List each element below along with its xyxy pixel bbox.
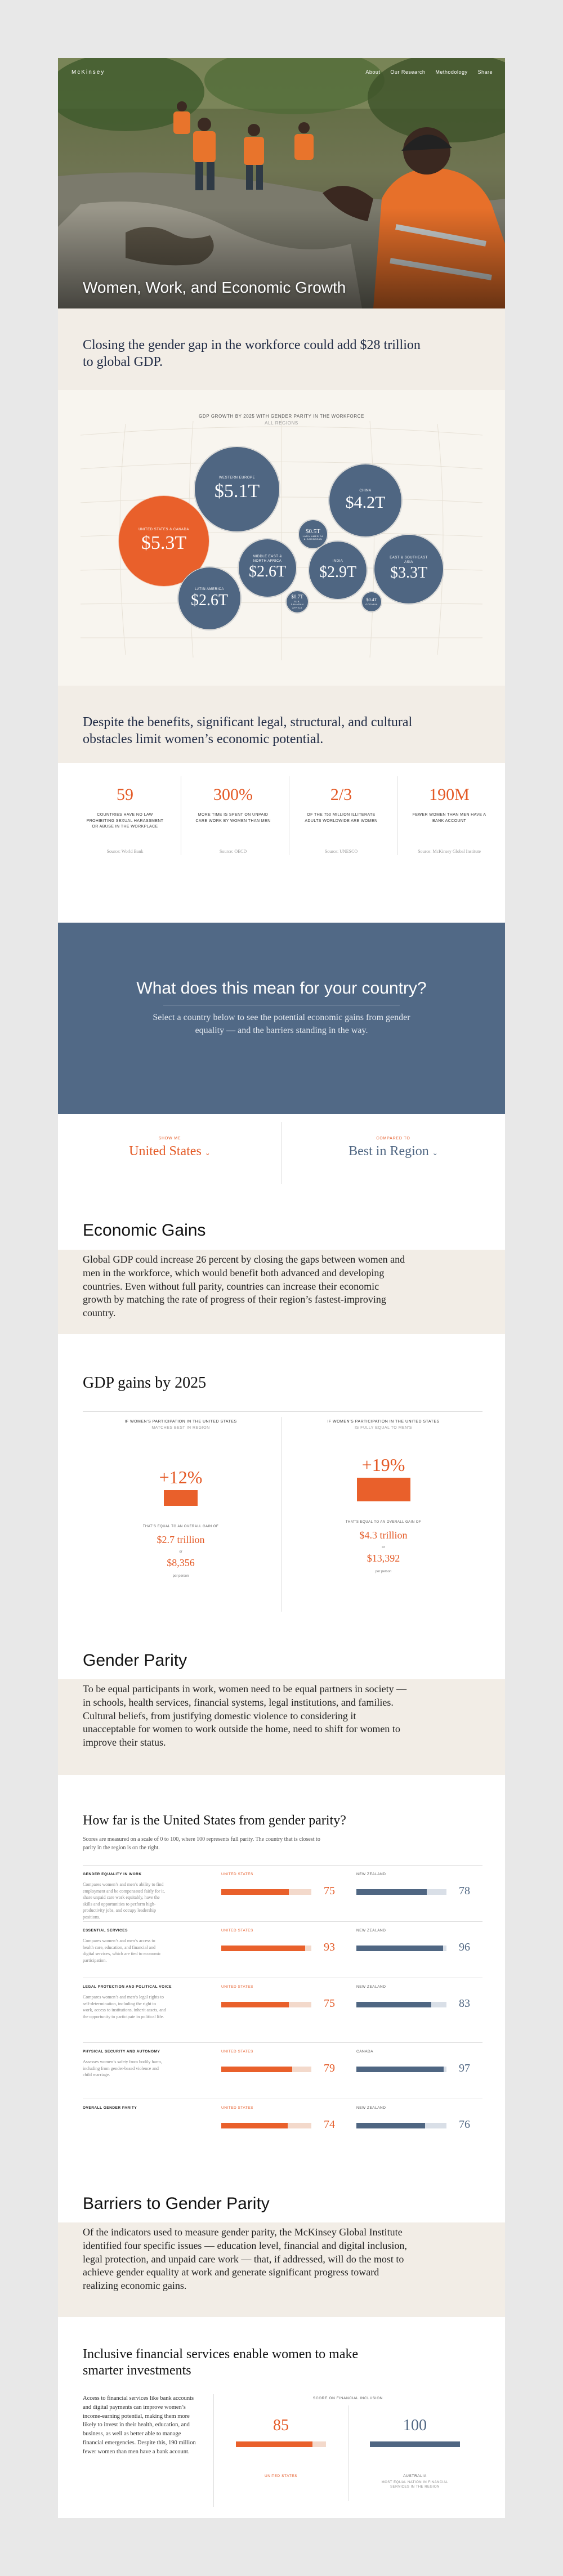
hero-title: Women, Work, and Economic Growth (83, 279, 346, 296)
bubble-region-label: OCEANIA (365, 602, 378, 606)
gdp-col-best-in-region (81, 1419, 281, 1613)
country-cta (58, 923, 505, 1114)
parity-table-intro: Scores are measured on a scale of 0 to 100, where 100 represents full parity. The country that is closest to parity in the region is on the right. (83, 1836, 320, 1851)
gdp-col-header: IF WOMEN’S PARTICIPATION IN THE UNITED STATES (327, 1420, 440, 1424)
parity-indicator-name: ESSENTIAL SERVICES (83, 1929, 128, 1933)
gdp-intro-headline: Closing the gender gap in the workforce could add $28 trillion to global GDP. (83, 338, 421, 369)
parity-indicator-note: Compares women’s and men’s ability to find employment and be compensated fairly for it, share unpaid care work equitably, have the skills and opportunities to perform high-productivity jobs, and occupy leadership positions. (83, 1882, 165, 1920)
top-nav (58, 66, 505, 79)
chart-title: GDP GROWTH BY 2025 WITH GENDER PARITY IN THE WORKFORCE (199, 414, 364, 419)
parity-score: 75 (324, 1885, 335, 1897)
financial-right-note: MOST EQUAL NATION IN FINANCIAL SERVICES IN THE REGION (381, 2481, 449, 2489)
score-bar (221, 2123, 288, 2128)
divider (213, 2394, 214, 2507)
parity-row (83, 1978, 482, 2034)
gdp-per-label: per person (172, 1575, 189, 1578)
score-track (221, 1946, 311, 1951)
parity-row (83, 1865, 482, 1921)
gdp-col-full-parity (283, 1419, 484, 1613)
parity-compare-score-value: 83 (459, 1997, 470, 2010)
gdp-or: or (382, 1546, 385, 1549)
financial-title: Inclusive financial services enable women to make smarter investments (83, 2347, 359, 2378)
gdp-money: $2.7 trillion (157, 1534, 205, 1545)
bubble-region-label: SUB-SAHARAN AFRICA (291, 600, 304, 609)
bubble-value: $2.6T (248, 563, 287, 581)
financial-chart (213, 2394, 482, 2507)
bubble-region-label: MIDDLE EAST & NORTH AFRICA (252, 554, 283, 563)
bubble-region-label: INDIA (332, 559, 343, 563)
stat-value: 300% (213, 785, 253, 804)
gender-parity-text: To be equal participants in work, women need to be equal partners in society — in schools, health services, financial systems, legal institutions, and families. Cultural beliefs, from justifying domestic violence to considering it unacceptable for women to work outside the home, need to shift for women to improve their status. (83, 1683, 407, 1748)
gdp-per-person: $13,392 (367, 1553, 400, 1564)
financial-left-bar (236, 2441, 312, 2447)
parity-compare-score (356, 2106, 482, 2131)
gdp-per-person: $8,356 (167, 1557, 195, 1568)
score-bar (221, 2067, 292, 2072)
score-track (356, 1889, 446, 1895)
parity-indicator-name: LEGAL PROTECTION AND POLITICAL VOICE (83, 1985, 172, 1989)
bubble-western-europe[interactable] (194, 446, 280, 532)
gender-parity-title: Gender Parity (83, 1651, 187, 1670)
compare-label: COMPARED TO (376, 1137, 410, 1141)
stat-bank-account (399, 763, 499, 864)
parity-country-score (221, 2106, 335, 2131)
gdp-pct: +12% (159, 1467, 203, 1487)
compare-selector[interactable] (282, 1114, 505, 1187)
hero (58, 58, 505, 308)
bubble-value: $3.3T (390, 564, 428, 582)
logo[interactable]: McKinsey (72, 69, 105, 75)
gdp-bar (164, 1490, 198, 1506)
score-bar (221, 1946, 305, 1951)
parity-country: UNITED STATES (221, 1929, 253, 1933)
parity-compare-score-value: 97 (459, 2062, 470, 2074)
financial-left-country: UNITED STATES (264, 2474, 298, 2478)
parity-indicator-note: Assesses women’s safety from bodily harm, including from gender-based violence and child marriage. (83, 2059, 162, 2078)
nav-link-about[interactable]: About (365, 69, 381, 75)
financial-left-score: 85 (273, 2417, 289, 2434)
parity-compare-score-value: 76 (459, 2118, 470, 2131)
parity-country-score (221, 1872, 335, 1897)
nav-link-research[interactable]: Our Research (390, 69, 426, 75)
stats-row (58, 763, 505, 864)
financial-right-bar (370, 2441, 460, 2447)
chevron-down-icon: ⌄ (432, 1149, 438, 1157)
parity-row (83, 2099, 482, 2138)
parity-compare-score (356, 1929, 482, 1953)
parity-score: 75 (324, 1997, 335, 2010)
nav-links (365, 69, 493, 75)
gdp-equal-label: THAT’S EQUAL TO AN OVERALL GAIN OF (142, 1525, 219, 1528)
bubble-sub-saharan-africa[interactable] (286, 591, 309, 613)
compare-value: Best in Region (348, 1144, 429, 1159)
bubble-region-label: LATIN AMERICA (195, 587, 224, 591)
gdp-bar (357, 1478, 410, 1501)
parity-compare-score (356, 1985, 482, 2010)
financial-left (225, 2417, 337, 2478)
show-me-value: United States (129, 1144, 202, 1159)
parity-indicator-note: Compares women’s and men’s access to health care, education, and financial and digital services, which are tied to economic participation. (83, 1938, 161, 1963)
stat-illiterate (291, 763, 391, 864)
score-track (221, 2002, 311, 2007)
bubble-value: $5.3T (141, 533, 187, 554)
gdp-col-subheader: IS FULLY EQUAL TO MEN’S (355, 1425, 412, 1430)
parity-country: UNITED STATES (221, 2050, 253, 2054)
parity-indicator-note: Compares women’s and men’s legal rights to self-determination, including the right to work, access to institutions, inherit assets, and the opportunity to participate in political life. (83, 1994, 166, 2019)
bubble-value: $4.2T (345, 493, 386, 512)
barriers-title: Barriers to Gender Parity (83, 2194, 270, 2213)
parity-country-score (221, 1985, 335, 2010)
financial-right-country: AUSTRALIA (403, 2474, 427, 2478)
parity-indicator-name: OVERALL GENDER PARITY (83, 2106, 137, 2110)
stat-value: 190M (429, 785, 470, 804)
bubble-latin-america[interactable] (178, 567, 241, 630)
hero-photo (58, 58, 505, 308)
parity-country: UNITED STATES (221, 2106, 253, 2110)
score-track (356, 2067, 446, 2072)
gdp-intro-band (58, 308, 505, 390)
score-track (221, 1889, 311, 1895)
cta-title: What does this mean for your country? (136, 979, 427, 998)
bubble-region-label: WESTERN EUROPE (218, 476, 255, 480)
score-bar (221, 1889, 289, 1895)
bubble-middle-east-north-africa[interactable] (238, 539, 297, 597)
country-selectors (58, 1114, 505, 1187)
financial-text: Access to financial services like bank accounts and digital payments can improve women’s income-earning potential, making them more likely to invest in their health, education, and business, as well as better able to manage financial emergencies. Despite this, 190 million fewer women than men have a bank account. (83, 2395, 196, 2455)
parity-country-score (221, 1929, 335, 1953)
parity-row (83, 1921, 482, 1978)
economic-gains-title: Economic Gains (83, 1221, 206, 1240)
bubble-value: $2.6T (190, 591, 229, 609)
bubble-china[interactable] (329, 464, 402, 537)
bubble-india[interactable] (309, 541, 367, 600)
show-me-selector[interactable] (58, 1114, 282, 1187)
stat-harassment (75, 763, 175, 864)
parity-compare-score-value: 78 (459, 1885, 470, 1897)
gdp-per-label: per person (375, 1570, 392, 1573)
gdp-equal-label: THAT’S EQUAL TO AN OVERALL GAIN OF (345, 1520, 422, 1524)
score-track (356, 2002, 446, 2007)
financial-left-track (236, 2441, 326, 2447)
stat-desc: OF THE 750 MILLION ILLITERATE ADULTS WORLDWIDE ARE WOMEN (305, 813, 378, 823)
chart-subtitle: ALL REGIONS (265, 421, 298, 426)
parity-score: 79 (324, 2062, 335, 2074)
obstacles-headline: Despite the benefits, significant legal, structural, and cultural obstacles limit women’s economic potential. (83, 715, 413, 746)
stat-unpaid-care (183, 763, 283, 864)
financial-chart-title: SCORE ON FINANCIAL INCLUSION (312, 2396, 383, 2400)
stat-desc: FEWER WOMEN THAN MEN HAVE A BANK ACCOUNT (412, 813, 486, 823)
score-bar (356, 1946, 443, 1951)
show-me-dropdown[interactable] (58, 1144, 282, 1159)
bubble-value: $0.5T (306, 527, 320, 535)
stat-source: Source: World Bank (106, 849, 144, 854)
barriers-text: Of the indicators used to measure gender parity, the McKinsey Global Institute identified four specific issues — education level, financial and digital inclusion, legal protection, and unpaid care work — that, if addressed, will do the most to achieve gender equality at work and generate significant progress toward realizing economic gains. (83, 2226, 407, 2291)
bubble-value: $2.9T (319, 563, 357, 581)
parity-country: UNITED STATES (221, 1985, 253, 1989)
score-bar (356, 2002, 431, 2007)
parity-compare-score-value: 96 (459, 1941, 470, 1953)
gdp-pct: +19% (361, 1455, 405, 1475)
parity-compare-score (356, 1872, 482, 1897)
bubble-value: $0.4T (366, 597, 377, 602)
gdp-gains-title: GDP gains by 2025 (83, 1374, 207, 1392)
parity-compare-country: CANADA (356, 2050, 374, 2054)
financial-right-track (370, 2441, 460, 2447)
gdp-money: $4.3 trillion (359, 1530, 408, 1541)
parity-table-title: How far is the United States from gender parity? (83, 1813, 346, 1828)
parity-compare-country: NEW ZEALAND (356, 1929, 386, 1933)
gdp-col-header: IF WOMEN’S PARTICIPATION IN THE UNITED STATES (124, 1420, 237, 1424)
parity-compare-country: NEW ZEALAND (356, 1985, 386, 1989)
parity-compare-country: NEW ZEALAND (356, 1872, 386, 1876)
bubble-value: $0.7T (291, 594, 303, 600)
parity-row (83, 2042, 482, 2099)
parity-score: 74 (324, 2118, 335, 2131)
parity-compare-country: NEW ZEALAND (356, 2106, 386, 2110)
score-bar (356, 2123, 425, 2128)
show-me-label: SHOW ME (158, 1137, 181, 1141)
bubble-chart (58, 390, 505, 686)
nav-link-share[interactable]: Share (477, 69, 493, 75)
economic-gains-text: Global GDP could increase 26 percent by closing the gaps between women and men in the workforce, which would benefit both advanced and developing countries. Even without full parity, countries can increase their economic growth by matching the rate of progress of their region’s fastest-improving country. (83, 1254, 405, 1318)
gdp-col-subheader: MATCHES BEST IN REGION (151, 1425, 210, 1430)
parity-indicator-name: GENDER EQUALITY IN WORK (83, 1872, 142, 1876)
gdp-or: or (179, 1550, 182, 1554)
parity-compare-score (356, 2050, 482, 2074)
obstacles-band (58, 686, 505, 763)
bubble-value: $5.1T (214, 481, 260, 502)
stat-desc: MORE TIME IS SPENT ON UNPAID CARE WORK BY WOMEN THAN MEN (195, 813, 271, 823)
parity-country-score (221, 2050, 335, 2074)
score-track (356, 1946, 446, 1951)
bubble-region-label: CHINA (359, 489, 372, 493)
score-track (221, 2123, 311, 2128)
score-track (221, 2067, 311, 2072)
page (58, 58, 505, 2518)
divider (83, 1411, 482, 1412)
score-bar (221, 2002, 289, 2007)
bubble-region-label: EAST & SOUTHEAST ASIA (390, 556, 428, 564)
cta-text: Select a country below to see the potential economic gains from gender equality — and the barriers standing in the way. (153, 1013, 410, 1036)
compare-dropdown[interactable] (282, 1144, 505, 1159)
parity-country: UNITED STATES (221, 1872, 253, 1876)
stat-value: 59 (117, 785, 133, 804)
score-bar (356, 1889, 427, 1895)
stat-source: Source: UNESCO (324, 849, 358, 854)
bubble-region-label: LATIN AMERICA & CARIBBEAN (302, 534, 324, 541)
financial-right-score: 100 (403, 2417, 427, 2434)
score-bar (356, 2067, 444, 2072)
financial-right (359, 2417, 471, 2490)
score-track (356, 2123, 446, 2128)
stat-source: Source: OECD (219, 849, 247, 854)
stat-desc: COUNTRIES HAVE NO LAW PROHIBITING SEXUAL HARASSMENT OR ABUSE IN THE WORKPLACE (86, 813, 164, 829)
stat-source: Source: McKinsey Global Institute (418, 849, 481, 854)
parity-score: 93 (324, 1941, 335, 1953)
stat-value: 2/3 (330, 785, 352, 804)
bubble-oceania[interactable] (361, 592, 382, 612)
bubble-region-label: UNITED STATES & CANADA (138, 528, 189, 532)
nav-link-methodology[interactable]: Methodology (435, 69, 468, 75)
bubble-east-southeast-asia[interactable] (374, 534, 444, 604)
parity-indicator-name: PHYSICAL SECURITY AND AUTONOMY (83, 2050, 160, 2054)
chevron-down-icon: ⌄ (204, 1149, 211, 1157)
